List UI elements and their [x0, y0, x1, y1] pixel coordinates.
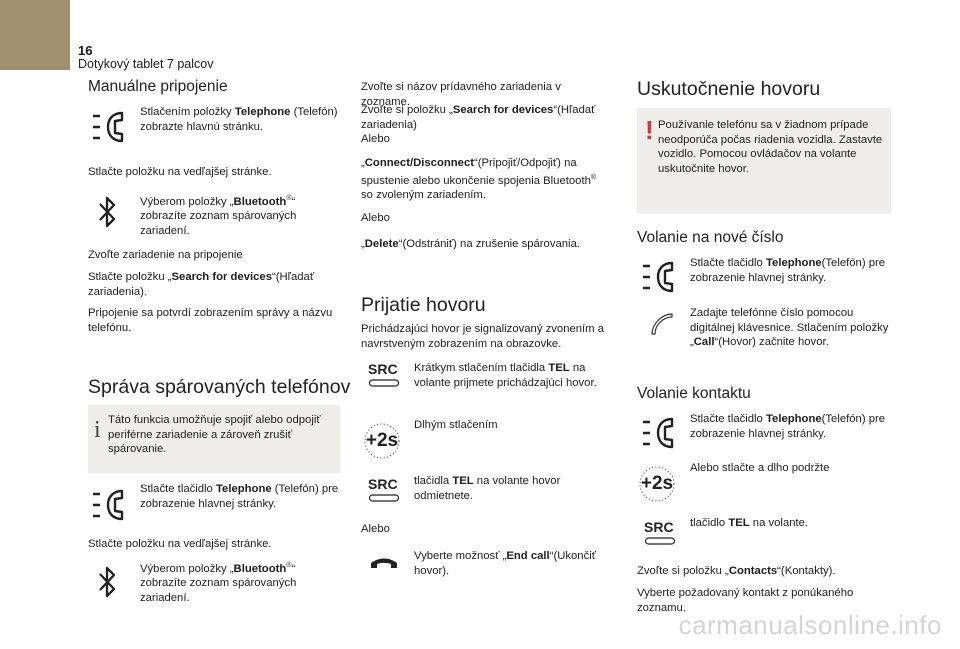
search-devices-text: Zvoľte si položku „Search for devices“(Hľadať zariadenia) Alebo — [361, 104, 596, 145]
manage-step-secondary-page: Stlačte položku na vedľajšej stránke. — [88, 538, 272, 550]
handset-icon — [648, 310, 676, 338]
make-call-heading: Uskutočnenie hovoru — [637, 78, 821, 100]
receive-call-heading: Prijatie hovoru — [361, 294, 486, 316]
phone-icon — [642, 260, 676, 294]
warning-exclamation-icon: ! — [645, 115, 654, 145]
src-steering-button-icon: SRC — [368, 477, 400, 503]
page-number: 16 — [78, 43, 93, 58]
select-contact-text: Vyberte požadovaný kontakt z ponúkaného zoznamu. — [637, 587, 854, 614]
manage-paired-heading: Správa spárovaných telefónov — [88, 376, 351, 398]
manual-connection-heading: Manuálne pripojenie — [88, 78, 228, 95]
watermark: carmanualsonline.info — [678, 610, 942, 640]
bluetooth-icon — [98, 195, 118, 229]
page-subtitle: Dotykový tablet 7 palcov — [78, 57, 214, 71]
new-number-step-telephone: Stlačte tlačidlo Telephone(Telefón) pre zobrazenie hlavnej stránky. — [690, 257, 886, 284]
end-call-icon — [368, 554, 400, 572]
manage-step-telephone: Stlačte tlačidlo Telephone (Telefón) pre zobrazenie hlavnej stránky. — [140, 483, 339, 510]
manual-step-confirmation: Pripojenie sa potvrdí zobrazením správy a názvu telefónu. — [88, 307, 333, 334]
phone-icon — [642, 416, 676, 450]
manual-step-bluetooth: Výberom položky „Bluetooth®“ zobrazíte zoznam spárovaných zariadení. — [140, 195, 297, 237]
receive-long-press-text: Dlhým stlačením — [414, 419, 498, 431]
phone-icon — [92, 488, 126, 522]
manual-step-search: Stlačte položku „Search for devices“(Hľadať zariadenia). — [88, 271, 315, 298]
reject-call-text: tlačidla TEL na volante hovor odmietnete. — [414, 475, 561, 502]
new-number-step-keypad: Zadajte telefónne číslo pomocou digitálnej klávesnice. Stlačením položky „Call“(Hovor) začnite hovor. — [690, 307, 889, 348]
long-press-2s-icon: +2s — [361, 422, 403, 460]
call-contact-heading: Volanie kontaktu — [637, 385, 751, 402]
src-steering-button-icon: SRC — [644, 520, 676, 546]
warning-text: Používanie telefónu sa v žiadnom prípade neodporúča počas riadenia vozidla. Zastavte vozidlo. Pomocou ovládačov na volante uskutočnite hovor. — [658, 119, 883, 175]
contact-step-telephone: Stlačte tlačidlo Telephone(Telefón) pre zobrazenie hlavnej stránky. — [690, 413, 886, 440]
or-text: Alebo — [361, 212, 390, 224]
page-corner-tab — [0, 0, 70, 70]
end-call-text: Vyberte možnosť „End call“(Ukončiť hovor). — [414, 550, 596, 577]
delete-text: „Delete“(Odstrániť) na zrušenie spárovania. — [361, 238, 580, 250]
info-icon: i — [94, 417, 101, 443]
manual-step-select-device: Zvoľte zariadenie na pripojenie — [88, 249, 243, 261]
phone-icon — [92, 110, 126, 144]
manual-step-telephone: Stlačením položky Telephone (Telefón) zobrazte hlavnú stránku. — [140, 106, 338, 133]
manual-step-secondary-page: Stlačte položku na vedľajšej stránke. — [88, 166, 272, 178]
select-device-name-text: Zvoľte si názov prídavného zariadenia v zozname. — [361, 81, 561, 108]
connect-disconnect-text: „Connect/Disconnect“(Pripojiť/Odpojiť) na spustenie alebo ukončenie spojenia Bluetooth® so zvoleným zariadením. — [361, 157, 597, 201]
long-press-2s-icon: +2s — [636, 465, 678, 503]
warning-note-box — [637, 108, 891, 213]
contact-tel-text: tlačidlo TEL na volante. — [690, 517, 809, 529]
receive-tel-short-text: Krátkym stlačením tlačidla TEL na volante prijmete prichádzajúci hovor. — [414, 362, 597, 389]
contact-long-press-text: Alebo stlačte a dlho podržte — [690, 462, 830, 474]
new-number-heading: Volanie na nové číslo — [637, 229, 784, 246]
contacts-step-text: Zvoľte si položku „Contacts“(Kontakty). — [637, 565, 836, 577]
manage-step-bluetooth: Výberom položky „Bluetooth®“ zobrazíte zoznam spárovaných zariadení. — [140, 562, 297, 604]
info-note-box — [88, 405, 340, 473]
src-steering-button-icon: SRC — [368, 362, 400, 388]
info-note-text: Táto funkcia umožňuje spojiť alebo odpojiť periférne zariadenie a zároveň zrušiť spárovanie. — [108, 414, 321, 455]
receive-call-intro: Prichádzajúci hovor je signalizovaný zvonením a navrstveným zobrazením na obrazovke. — [361, 323, 605, 350]
bluetooth-icon — [98, 565, 118, 599]
or-text: Alebo — [361, 523, 390, 535]
